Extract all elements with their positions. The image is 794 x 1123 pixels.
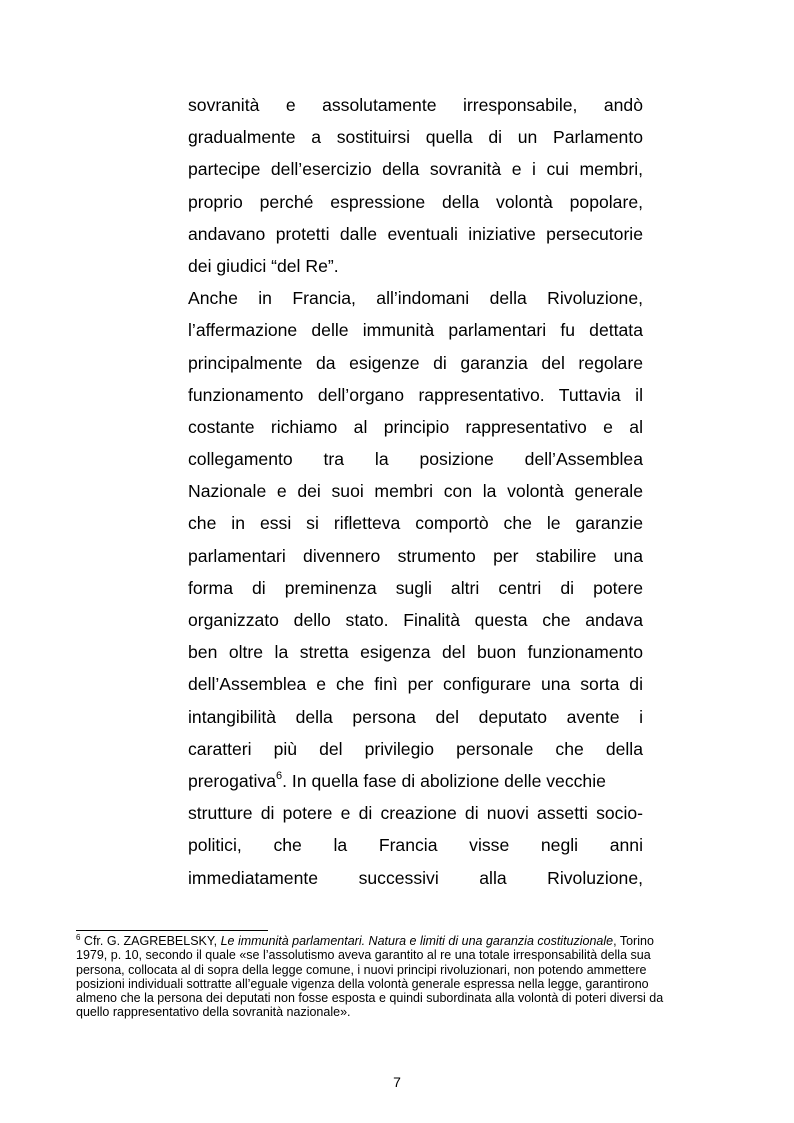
text-fragment: . In quella fase di abolizione delle vecchie	[282, 770, 606, 791]
body-text	[188, 89, 643, 894]
text-line: organizzato dello stato. Finalità questa che andava	[188, 610, 643, 630]
footnote-number: 6	[76, 932, 81, 942]
text-line: politici, che la Francia visse negli anni	[188, 835, 643, 856]
footnote-place: , Torino	[613, 934, 654, 948]
text-line: collegamento tra la posizione dell’Assemblea	[188, 449, 643, 470]
footnote-first-line	[76, 934, 716, 948]
footnote-line: posizioni individuali sottratte all’eguale vigenza della volontà generale espressa nella legge, garantirono	[76, 976, 649, 991]
text-line: funzionamento dell’organo rappresentativo. Tuttavia il	[188, 384, 643, 405]
footnote-cfr: Cfr. G. ZAGREBELSKY,	[80, 934, 221, 948]
footnote-line: persona, collocata al di sopra della legge comune, i nuovi principi rivoluzionari, non potendo ammettere	[76, 962, 647, 977]
text-line: proprio perché espressione della volontà popolare,	[188, 191, 643, 212]
text-line: ben oltre la stretta esigenza del buon funzionamento	[188, 642, 643, 663]
text-line: forma di preminenza sugli altri centri di potere	[188, 577, 643, 598]
text-line: parlamentari divennero strumento per stabilire una	[188, 545, 643, 566]
footnote-title: Le immunità parlamentari. Natura e limiti di una garanzia costituzionale	[220, 934, 614, 948]
footnote	[76, 934, 716, 1020]
text-line: principalmente da esigenze di garanzia del regolare	[188, 352, 643, 373]
text-line: caratteri più del privilegio personale che della	[188, 738, 643, 759]
text-line: sovranità e assolutamente irresponsabile, andò	[188, 95, 643, 115]
text-line: immediatamente successivi alla Rivoluzione,	[188, 867, 643, 888]
footnote-line: 1979, p. 10, secondo il quale «se l’assolutismo aveva garantito al re una totale irresponsabilità della sua	[76, 948, 651, 963]
text-line: Anche in Francia, all’indomani della Rivoluzione,	[188, 288, 643, 309]
footnote-line: quello rappresentativo della sovranità nazionale».	[76, 1005, 351, 1020]
footnote-reference[interactable]: 6	[276, 770, 283, 783]
text-line: costante richiamo al principio rappresentativo e al	[188, 416, 643, 437]
text-line: strutture di potere e di creazione di nuovi assetti socio-	[188, 803, 643, 824]
footnote-line: almeno che la persona dei deputati non fosse esposta e quindi subordinata alla volontà di poteri diversi da	[76, 991, 664, 1006]
text-line: dell’Assemblea e che finì per configurare una sorta di	[188, 674, 643, 695]
text-line: dei giudici “del Re”.	[188, 255, 339, 276]
text-line: partecipe dell’esercizio della sovranità e i cui membri,	[188, 159, 643, 180]
text-fragment: prerogativa	[188, 770, 277, 791]
footnote-separator	[76, 930, 268, 931]
text-line: gradualmente a sostituirsi quella di un Parlamento	[188, 127, 643, 148]
text-line: intangibilità della persona del deputato avente i	[188, 706, 643, 727]
text-line: l’affermazione delle immunità parlamentari fu dettata	[188, 320, 643, 341]
page-number: 7	[393, 1074, 401, 1090]
text-line-with-footnote-ref	[188, 765, 643, 797]
text-line: Nazionale e dei suoi membri con la volontà generale	[188, 481, 643, 502]
text-line: andavano protetti dalle eventuali iniziative persecutorie	[188, 223, 643, 244]
text-line: che in essi si rifletteva comportò che le garanzie	[188, 513, 643, 534]
